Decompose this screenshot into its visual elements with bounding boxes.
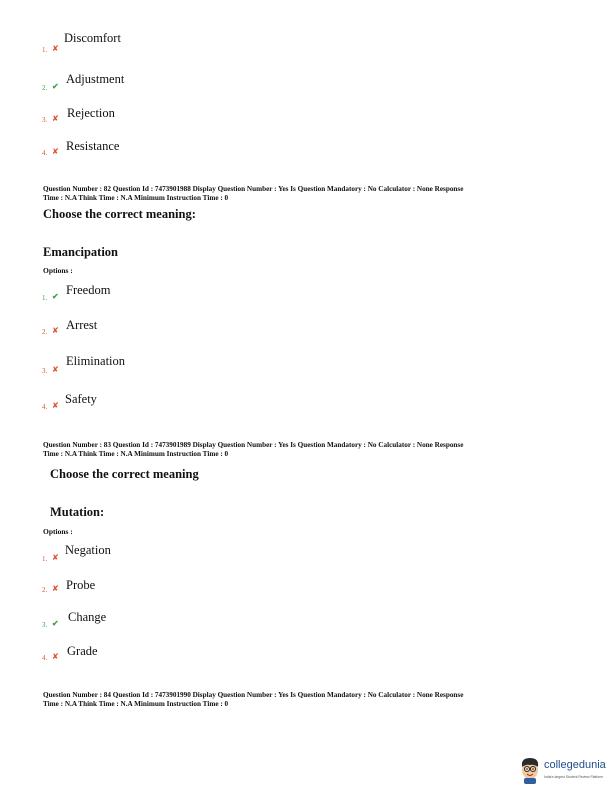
- option-number: 1.: [42, 555, 48, 563]
- option-number: 4.: [42, 403, 48, 411]
- q81-option-3: [42, 106, 242, 133]
- option-text: Arrest: [66, 318, 98, 332]
- question-prompt: Choose the correct meaning:: [43, 207, 196, 221]
- cross-icon: ✘: [52, 147, 59, 156]
- options-label: Options :: [43, 527, 73, 536]
- q82-option-3: [42, 356, 242, 380]
- question-meta: [43, 441, 463, 459]
- option-text: Rejection: [67, 106, 115, 120]
- option-text: Change: [68, 610, 107, 624]
- option-number: 2.: [42, 328, 48, 336]
- option-text: Grade: [67, 644, 98, 658]
- cross-icon: ✘: [52, 44, 59, 53]
- q83-option-1: [42, 545, 242, 569]
- option-text: Probe: [66, 578, 96, 592]
- q83-option-2: [42, 580, 242, 604]
- brand-tagline: India's largest Student Review Platform: [544, 775, 604, 779]
- option-number: 2.: [42, 586, 48, 594]
- mascot-icon: [518, 756, 542, 784]
- option-number: 4.: [42, 654, 48, 662]
- q83-option-4: [42, 646, 242, 670]
- option-text: Safety: [65, 392, 97, 406]
- question-meta-line-1: Question Number : 82 Question Id : 7473901988 Display Question Number : Yes Is Question Mandatory : No Calculator : None Response: [43, 185, 464, 193]
- cross-icon: ✘: [52, 584, 59, 593]
- q82-option-1: [42, 285, 242, 309]
- option-text: Elimination: [66, 354, 126, 368]
- option-text: Negation: [65, 543, 111, 557]
- question-word: Mutation:: [50, 505, 105, 519]
- cross-icon: ✘: [52, 553, 59, 562]
- check-icon: ✔: [52, 619, 59, 628]
- question-meta: [43, 185, 463, 203]
- question-meta-line-2: Time : N.A Think Time : N.A Minimum Instruction Time : 0: [43, 450, 229, 458]
- options-label: Options :: [43, 266, 73, 275]
- brand-logo: [518, 756, 612, 786]
- option-text: Freedom: [66, 283, 111, 297]
- cross-icon: ✘: [52, 326, 59, 335]
- option-number: 3.: [42, 116, 48, 124]
- question-prompt: Choose the correct meaning: [50, 467, 199, 481]
- option-number: 3.: [42, 621, 48, 629]
- cross-icon: ✘: [52, 365, 59, 374]
- q81-option-4: [42, 139, 242, 166]
- question-meta-line-1: Question Number : 83 Question Id : 7473901989 Display Question Number : Yes Is Question Mandatory : No Calculator : None Response: [43, 441, 464, 449]
- cross-icon: ✘: [52, 114, 59, 123]
- question-meta-line-2: Time : N.A Think Time : N.A Minimum Instruction Time : 0: [43, 194, 229, 202]
- question-word: Emancipation: [43, 245, 119, 259]
- option-number: 2.: [42, 84, 48, 92]
- q83-option-3: [42, 612, 242, 636]
- q82-option-2: [42, 320, 242, 344]
- q82-option-4: [42, 394, 242, 418]
- question-meta-line-2: Time : N.A Think Time : N.A Minimum Instruction Time : 0: [43, 700, 229, 708]
- option-number: 4.: [42, 149, 48, 157]
- cross-icon: ✘: [52, 652, 59, 661]
- check-icon: ✔: [52, 292, 59, 301]
- q81-option-2: [42, 72, 242, 99]
- cross-icon: ✘: [52, 401, 59, 410]
- option-text: Resistance: [66, 139, 120, 153]
- q81-option-1: [42, 31, 242, 58]
- question-meta-line-1: Question Number : 84 Question Id : 7473901990 Display Question Number : Yes Is Question Mandatory : No Calculator : None Response: [43, 691, 464, 699]
- option-number: 3.: [42, 367, 48, 375]
- option-text: Adjustment: [66, 72, 125, 86]
- option-number: 1.: [42, 294, 48, 302]
- check-icon: ✔: [52, 82, 59, 91]
- option-number: 1.: [42, 46, 48, 54]
- option-text: Discomfort: [64, 31, 121, 45]
- brand-name: collegedunia: [544, 759, 606, 771]
- question-meta: [43, 691, 463, 709]
